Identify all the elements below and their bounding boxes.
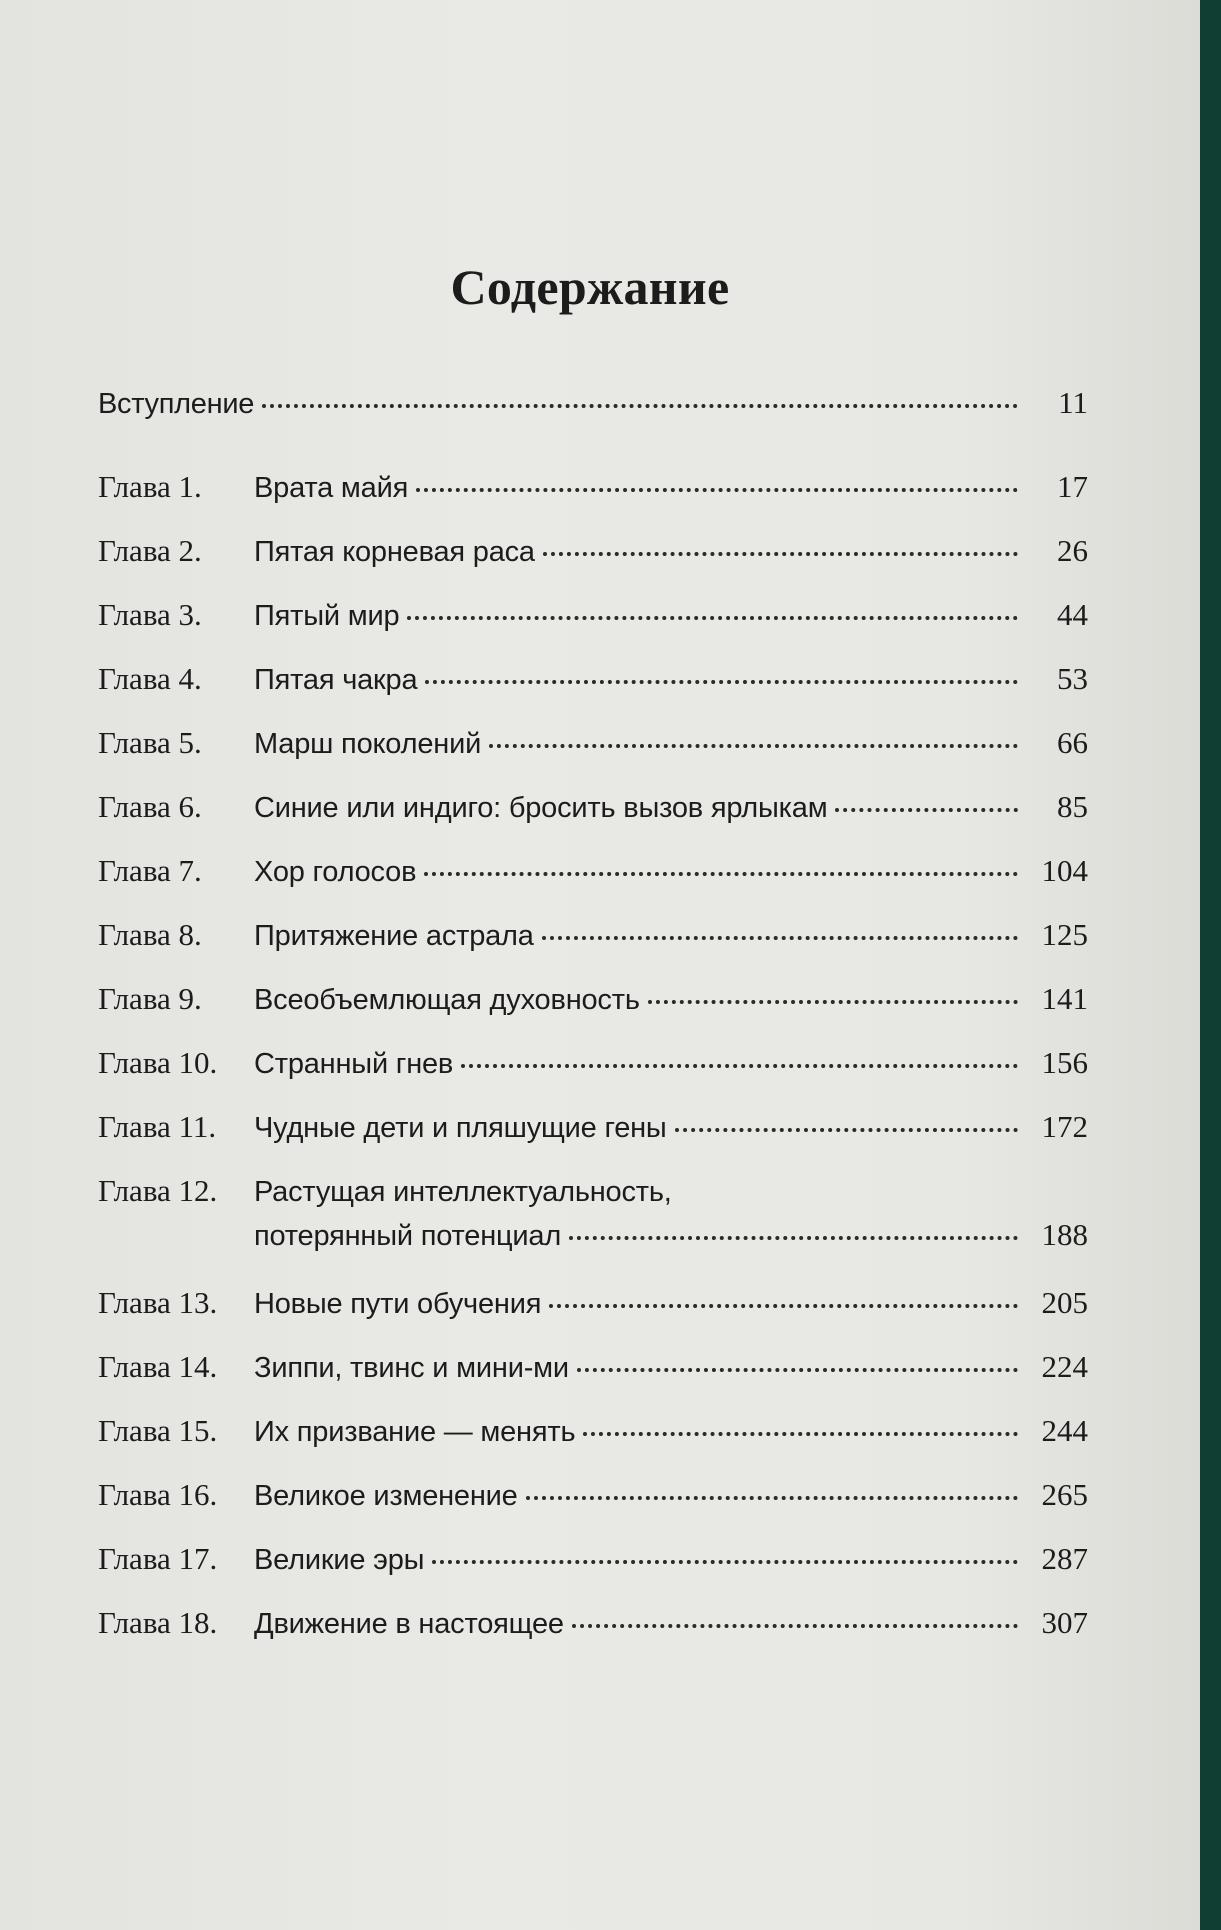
toc-entry-intro [98, 385, 1088, 433]
dot-leader [583, 1432, 1018, 1436]
chapter-label: Глава 14. [98, 1349, 218, 1384]
chapter-title: Новые пути обучения [254, 1288, 542, 1320]
chapter-page-number: 17 [1057, 469, 1088, 504]
chapter-title: Всеобъемлющая духовность [254, 984, 640, 1016]
chapter-label: Глава 8. [98, 917, 202, 952]
dot-leader [262, 404, 1018, 408]
dot-leader [572, 1624, 1018, 1628]
toc-entry-name: Вступление [98, 388, 255, 420]
chapter-label: Глава 15. [98, 1413, 218, 1448]
chapter-label: Глава 4. [98, 661, 202, 696]
dot-leader [648, 1000, 1018, 1004]
toc-entry [98, 597, 1088, 661]
chapter-page-number: 125 [1041, 917, 1088, 952]
chapter-page-number: 224 [1041, 1349, 1088, 1384]
chapter-page-number: 287 [1041, 1541, 1088, 1576]
chapter-title: Марш поколений [254, 728, 482, 760]
chapter-page-number: 156 [1041, 1045, 1088, 1080]
chapter-label: Глава 12. [98, 1173, 218, 1208]
chapter-label: Глава 2. [98, 533, 202, 568]
chapter-title: Великие эры [254, 1544, 425, 1576]
toc-entry [98, 1173, 1088, 1285]
dot-leader [461, 1064, 1018, 1068]
dot-leader [835, 808, 1018, 812]
toc-entry [98, 1109, 1088, 1173]
chapter-page-number: 26 [1057, 533, 1088, 568]
toc-entry [98, 661, 1088, 725]
chapter-page-number: 53 [1057, 661, 1088, 696]
page-title: Содержание [450, 259, 730, 315]
chapter-label: Глава 9. [98, 981, 202, 1016]
toc-entry [98, 917, 1088, 981]
chapter-title: Пятый мир [254, 600, 400, 632]
chapter-page-number: 66 [1057, 725, 1088, 760]
toc-entry [98, 725, 1088, 789]
chapter-title-block [254, 1176, 1088, 1253]
toc-entry [98, 981, 1088, 1045]
toc-entry [98, 853, 1088, 917]
dot-leader [425, 680, 1018, 684]
toc-entry [98, 533, 1088, 597]
chapter-title: Растущая интеллектуальность, [254, 1176, 672, 1208]
chapter-page-number: 104 [1041, 853, 1088, 888]
toc-entry [98, 1413, 1088, 1477]
chapter-title: Их призвание — менять [254, 1416, 576, 1448]
dot-leader [549, 1304, 1018, 1308]
dot-leader [543, 552, 1018, 556]
chapter-title: Хор голосов [254, 856, 417, 888]
chapter-title: Чудные дети и пляшущие гены [254, 1112, 667, 1144]
chapter-title: Пятая корневая раса [254, 536, 535, 568]
toc-entry [98, 1605, 1088, 1669]
chapter-title: Странный гнев [254, 1048, 454, 1080]
chapter-page-number: 44 [1057, 597, 1088, 632]
chapter-label: Глава 3. [98, 597, 202, 632]
toc-entry [98, 1349, 1088, 1413]
toc-page-number: 11 [1058, 385, 1088, 420]
chapter-page-number: 172 [1041, 1109, 1088, 1144]
chapter-label: Глава 17. [98, 1541, 218, 1576]
chapter-label: Глава 11. [98, 1109, 217, 1144]
chapter-label: Глава 6. [98, 789, 202, 824]
toc-entry [98, 1045, 1088, 1109]
dot-leader [424, 872, 1018, 876]
toc-entry [98, 1541, 1088, 1605]
chapter-label: Глава 10. [98, 1045, 218, 1080]
chapter-page-number: 265 [1041, 1477, 1088, 1512]
chapter-label: Глава 13. [98, 1285, 218, 1320]
chapter-label: Глава 1. [98, 469, 202, 504]
chapter-title: Пятая чакра [254, 664, 418, 696]
chapter-page-number: 188 [1041, 1217, 1088, 1252]
dot-leader [577, 1368, 1018, 1372]
chapter-page-number: 205 [1041, 1285, 1088, 1320]
chapter-title: Великое изменение [254, 1480, 518, 1512]
dot-leader [489, 744, 1018, 748]
chapter-title: Синие или индиго: бросить вызов ярлыкам [254, 792, 828, 824]
dot-leader [675, 1128, 1018, 1132]
chapter-label: Глава 16. [98, 1477, 218, 1512]
toc-entry [98, 1285, 1088, 1349]
dot-leader [526, 1496, 1018, 1500]
chapter-title: Зиппи, твинс и мини-ми [254, 1352, 569, 1384]
chapter-title: Притяжение астрала [254, 920, 534, 952]
chapter-label: Глава 18. [98, 1605, 218, 1640]
chapter-title-line-2 [254, 1217, 1088, 1253]
chapter-title-continuation: потерянный потенциал [254, 1220, 562, 1252]
dot-leader [542, 936, 1018, 940]
chapter-label: Глава 7. [98, 853, 202, 888]
toc-entry [98, 1477, 1088, 1541]
dot-leader [416, 488, 1018, 492]
toc-entry [98, 789, 1088, 853]
chapter-page-number: 85 [1057, 789, 1088, 824]
dot-leader [432, 1560, 1018, 1564]
chapter-page-number: 244 [1041, 1413, 1088, 1448]
dot-leader [407, 616, 1018, 620]
chapter-page-number: 307 [1041, 1605, 1088, 1640]
chapter-page-number: 141 [1041, 981, 1088, 1016]
chapter-title: Движение в настоящее [254, 1608, 564, 1640]
table-of-contents [98, 385, 1088, 1669]
chapter-title: Врата майя [254, 472, 409, 504]
chapter-label: Глава 5. [98, 725, 202, 760]
toc-entry [98, 469, 1088, 533]
dot-leader [569, 1236, 1018, 1240]
chapter-title-line-1 [254, 1176, 1088, 1209]
